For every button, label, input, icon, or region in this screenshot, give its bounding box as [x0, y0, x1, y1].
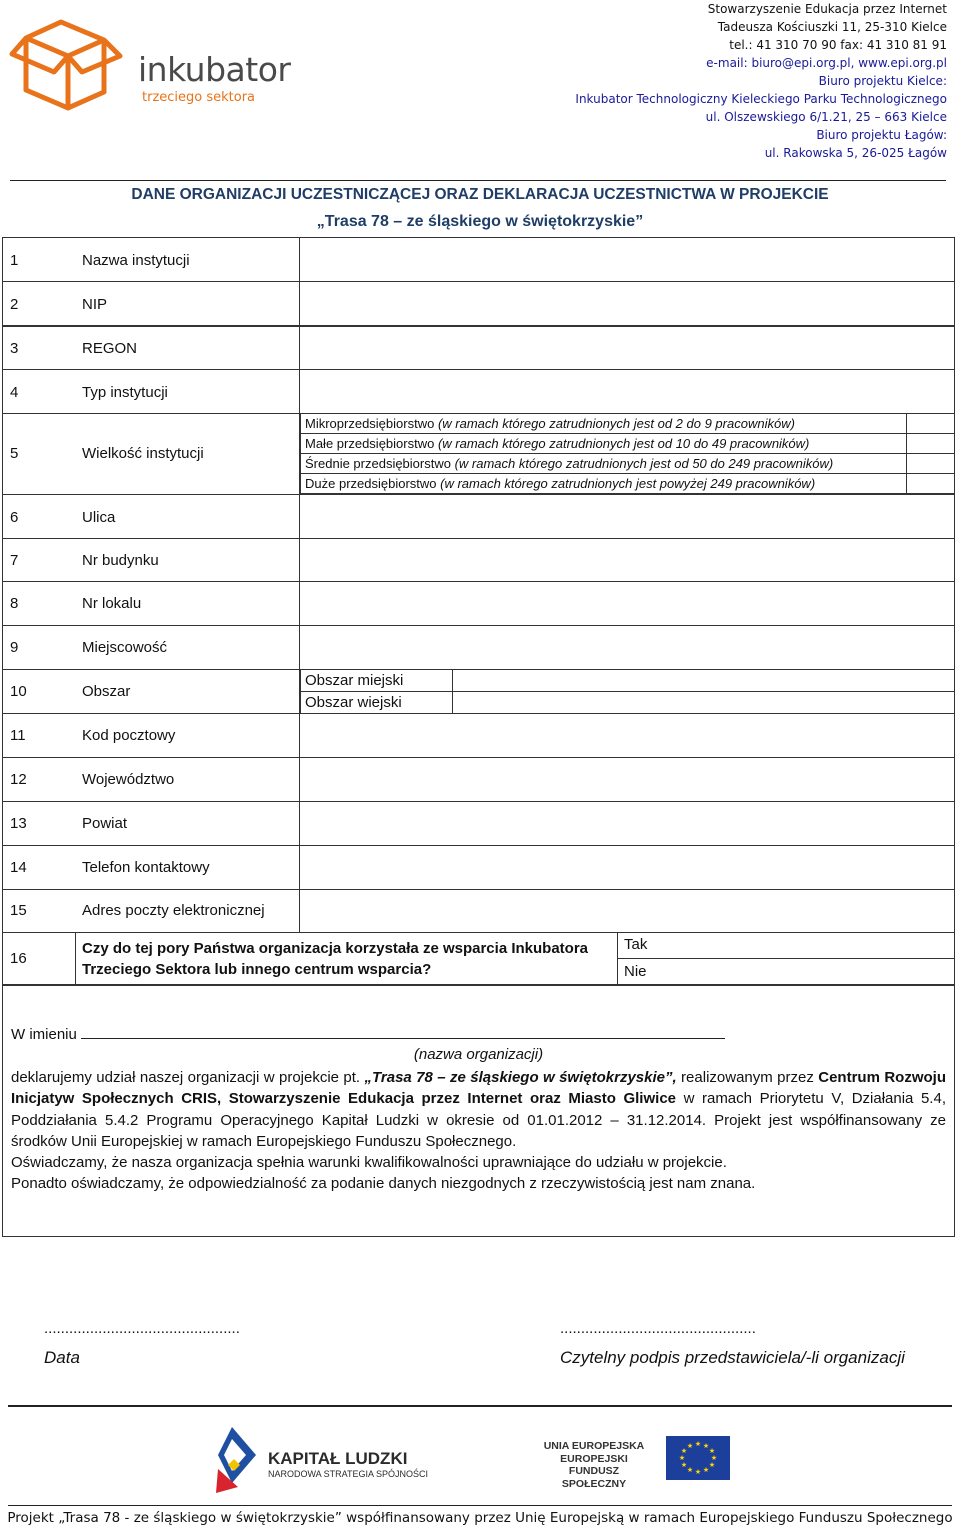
contact-office-kielce-street: ul. Olszewskiego 6/1.21, 25 – 663 Kielce	[705, 110, 947, 124]
size-option-name: Średnie przedsiębiorstwo	[305, 456, 451, 471]
size-small-checkbox[interactable]	[907, 434, 955, 454]
size-large-checkbox[interactable]	[907, 474, 955, 494]
size-option-name: Mikroprzedsiębiorstwo	[305, 416, 435, 431]
eu-logo-line: UNIA EUROPEJSKA	[543, 1440, 645, 1452]
svg-text:★: ★	[710, 1454, 718, 1462]
area-option-label: Obszar wiejski	[301, 692, 453, 714]
organization-name-hint: (nazwa organizacji)	[413, 1046, 544, 1063]
row-number: 7	[10, 552, 19, 569]
row-question: Czy do tej pory Państwa organizacja korzystała ze wsparcia Inkubatora Trzeciego Sektora lub innego centrum wsparcia?	[82, 940, 589, 978]
regon-field[interactable]	[300, 327, 954, 369]
organization-logo	[6, 10, 306, 114]
apartment-number-field[interactable]	[300, 582, 954, 625]
row-label: REGON	[82, 340, 138, 357]
logo-wordmark: inkubator	[138, 50, 291, 89]
eu-logo-line: FUNDUSZ SPOŁECZNY	[561, 1465, 627, 1490]
contact-block	[575, 0, 947, 162]
row-number: 14	[10, 859, 27, 876]
size-option-row	[301, 454, 955, 474]
kapital-ludzki-emblem-icon	[212, 1425, 262, 1495]
date-label: Data	[44, 1348, 80, 1367]
size-option-name: Duże przedsiębiorstwo	[305, 476, 437, 491]
svg-text:★: ★	[708, 1461, 716, 1469]
row-label: Ulica	[82, 509, 116, 526]
area-option-label: Obszar miejski	[301, 670, 453, 692]
row-number: 4	[10, 384, 19, 401]
signature-label: Czytelny podpis przedstawiciela/-li organizacji	[560, 1348, 905, 1367]
institution-name-field[interactable]	[300, 238, 954, 281]
page-title: DANE ORGANIZACJI UCZESTNICZĄCEJ ORAZ DEKLARACJA UCZESTNICTWA W PROJEKCIE	[131, 186, 829, 203]
row-label: Nr lokalu	[82, 595, 142, 612]
eu-logo-text	[540, 1440, 648, 1490]
size-option-detail: (w ramach którego zatrudnionych jest od 10 do 49 pracowników)	[437, 436, 810, 451]
row-label: Adres poczty elektronicznej	[82, 902, 265, 919]
support-yes-option[interactable]	[618, 933, 954, 959]
logo-tagline: trzeciego sektora	[142, 90, 256, 105]
size-micro-checkbox[interactable]	[907, 414, 955, 434]
form-row-area	[2, 669, 955, 713]
size-option-row	[301, 434, 955, 454]
voivodeship-field[interactable]	[300, 758, 954, 801]
rural-area-checkbox[interactable]	[453, 692, 955, 714]
row-label: Obszar	[82, 683, 131, 700]
size-medium-checkbox[interactable]	[907, 454, 955, 474]
postal-code-field[interactable]	[300, 714, 954, 757]
svg-text:★: ★	[708, 1447, 716, 1455]
form-row-institution-type	[2, 369, 955, 413]
form-row-voivodeship	[2, 757, 955, 801]
form-row-regon	[2, 325, 955, 369]
row-number: 11	[10, 727, 26, 744]
kapital-ludzki-title: KAPITAŁ LUDZKI	[268, 1449, 408, 1468]
row-number: 6	[10, 509, 19, 526]
row-number: 16	[10, 950, 27, 967]
on-behalf-line	[11, 1025, 725, 1043]
size-option-detail: (w ramach którego zatrudnionych jest od 2 do 9 pracowników)	[437, 416, 795, 431]
declaration-project-name: „Trasa 78 – ze śląskiego w świętokrzyskie”,	[364, 1069, 677, 1086]
svg-text:★: ★	[680, 1447, 688, 1455]
row-label: Kod pocztowy	[82, 727, 176, 744]
svg-text:★: ★	[702, 1442, 710, 1450]
organization-name-field[interactable]	[81, 1025, 725, 1039]
signature-line[interactable]: ...............................................	[560, 1320, 756, 1337]
column-divider	[75, 933, 76, 984]
form-row-prior-support	[2, 932, 955, 985]
row-label: NIP	[82, 296, 108, 313]
on-behalf-label: W imieniu	[11, 1026, 77, 1043]
row-number: 8	[10, 595, 19, 612]
contact-office-kielce-place: Inkubator Technologiczny Kieleckiego Parku Technologicznego	[575, 92, 947, 106]
row-number: 12	[10, 771, 27, 788]
city-field[interactable]	[300, 626, 954, 669]
urban-area-checkbox[interactable]	[453, 670, 955, 692]
building-number-field[interactable]	[300, 539, 954, 581]
svg-text:★: ★	[702, 1466, 710, 1474]
area-option-row	[301, 692, 955, 714]
form-row-postal-code	[2, 713, 955, 757]
date-line[interactable]: ...............................................	[44, 1320, 240, 1337]
size-option-name: Małe przedsiębiorstwo	[305, 436, 435, 451]
form-row-apartment-number	[2, 581, 955, 625]
svg-text:★: ★	[686, 1442, 694, 1450]
svg-text:★: ★	[678, 1454, 686, 1462]
box-logo-icon	[6, 10, 126, 114]
form-row-nip	[2, 281, 955, 325]
nip-field[interactable]	[300, 282, 954, 325]
size-option-row	[301, 474, 955, 494]
form-row-city	[2, 625, 955, 669]
responsibility-statement: Ponadto oświadczamy, że odpowiedzialność za podanie danych niezgodnych z rzeczywistością jest nam znana.	[11, 1175, 756, 1193]
form-row-institution-name	[2, 237, 955, 281]
declaration-text-part: w ramach Priorytetu V, Działania 5.4, Poddziałania 5.4.2 Programu Operacyjnego Kapitał Ludzki w okresie od 01.01.2012 – 31.12.2014. Projekt jest współfinansowany ze środków Unii Europejskiej w ramach Europejskiego Funduszu Społecznego.	[11, 1090, 946, 1150]
size-option-detail: (w ramach którego zatrudnionych jest powyżej 249 pracowników)	[440, 476, 816, 491]
row-label: Województwo	[82, 771, 175, 788]
size-option-row	[301, 414, 955, 434]
row-label: Wielkość instytucji	[82, 445, 204, 462]
eu-logo-line: EUROPEJSKI	[560, 1452, 628, 1465]
eu-flag-icon	[666, 1436, 730, 1480]
contact-org: Stowarzyszenie Edukacja przez Internet	[707, 2, 947, 16]
footer-project-note: Projekt „Trasa 78 - ze śląskiego w świętokrzyskie” współfinansowany przez Unię Europejską w ramach Europejskiego Funduszu Społecznego	[7, 1510, 953, 1526]
declaration-text	[11, 1067, 946, 1195]
row-label: Telefon kontaktowy	[82, 859, 210, 876]
contact-office-lagow: Biuro projektu Łagów:	[816, 128, 947, 142]
declaration-box	[2, 985, 955, 1237]
row-number: 3	[10, 340, 19, 357]
support-option-label: Tak	[624, 936, 648, 953]
form-row-phone	[2, 845, 955, 889]
contact-office-kielce: Biuro projektu Kielce:	[818, 74, 947, 88]
contact-office-lagow-street: ul. Rakowska 5, 26-025 Łagów	[764, 146, 947, 160]
row-number: 13	[10, 815, 27, 832]
kapital-ludzki-subtitle: NARODOWA STRATEGIA SPÓJNOŚCI	[268, 1469, 429, 1479]
contact-phone: tel.: 41 310 70 90 fax: 41 310 81 91	[729, 38, 947, 52]
footer-divider	[8, 1505, 952, 1506]
size-option-detail: (w ramach którego zatrudnionych jest od 50 do 249 pracowników)	[454, 456, 834, 471]
kapital-ludzki-logo	[212, 1425, 429, 1495]
form-row-street	[2, 494, 955, 538]
row-number: 10	[10, 683, 27, 700]
row-number: 15	[10, 902, 27, 919]
area-options	[300, 669, 955, 714]
row-number: 9	[10, 639, 19, 656]
header-divider	[10, 180, 946, 181]
form-row-building-number	[2, 538, 955, 581]
footer-divider	[8, 1405, 952, 1407]
institution-type-field[interactable]	[300, 370, 954, 413]
declaration-paragraph	[11, 1067, 946, 1152]
contact-email: e-mail: biuro@epi.org.pl, www.epi.org.pl	[706, 56, 947, 70]
support-option-label: Nie	[624, 963, 647, 980]
row-label: Typ instytucji	[82, 384, 168, 401]
form-row-email	[2, 889, 955, 932]
row-number: 1	[10, 252, 19, 269]
support-no-option[interactable]	[618, 959, 954, 985]
row-number: 5	[10, 445, 19, 462]
svg-text:★: ★	[686, 1466, 694, 1474]
row-label: Miejscowość	[82, 639, 168, 656]
contact-address: Tadeusza Kościuszki 11, 25-310 Kielce	[717, 20, 947, 34]
form-row-institution-size	[2, 413, 955, 494]
declaration-text-part: deklarujemy udział naszej organizacji w projekcie pt.	[11, 1069, 365, 1086]
form-row-county	[2, 801, 955, 845]
email-field[interactable]	[300, 890, 954, 932]
project-title: „Trasa 78 – ze śląskiego w świętokrzyskie”	[316, 213, 644, 230]
street-field[interactable]	[300, 495, 954, 538]
institution-size-options	[300, 413, 955, 494]
row-label: Powiat	[82, 815, 128, 832]
eu-esf-logo	[540, 1436, 735, 1490]
declaration-text-part: realizowanym przez	[676, 1069, 819, 1086]
svg-text:★: ★	[694, 1440, 702, 1448]
row-label: Nazwa instytucji	[82, 252, 190, 269]
county-field[interactable]	[300, 802, 954, 845]
declaration-organizers: Centrum Rozwoju Inicjatyw Społecznych CRIS, Stowarzyszenie Edukacja przez Internet oraz Miasto Gliwice	[11, 1069, 946, 1108]
svg-text:★: ★	[680, 1461, 688, 1469]
phone-field[interactable]	[300, 846, 954, 889]
svg-text:★: ★	[694, 1468, 702, 1476]
row-number: 2	[10, 296, 19, 313]
area-option-row	[301, 670, 955, 692]
eligibility-statement: Oświadczamy, że nasza organizacja spełnia warunki kwalifikowalności uprawniające do udziału w projekcie.	[11, 1154, 727, 1172]
row-label: Nr budynku	[82, 552, 159, 569]
